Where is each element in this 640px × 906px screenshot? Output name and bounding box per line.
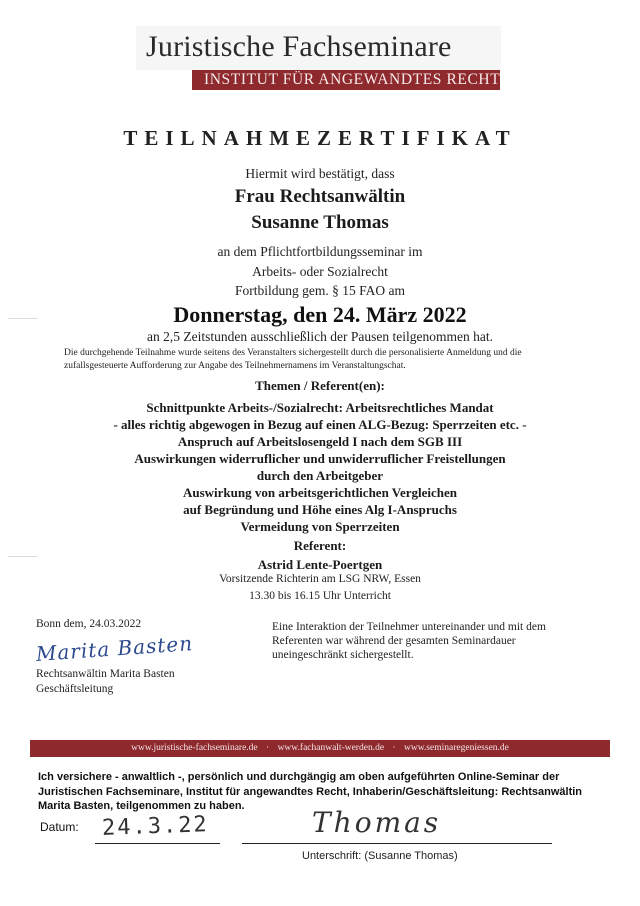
footer-link[interactable]: www.juristische-fachseminare.de	[131, 743, 258, 753]
topic-line: Schnittpunkte Arbeits-/Sozialrecht: Arbeitsrechtliches Mandat	[146, 400, 494, 415]
participant-signature: Thomas	[312, 806, 442, 839]
institute-name: INSTITUT FÜR ANGEWANDTES RECHT	[204, 71, 501, 88]
signature-line	[242, 843, 552, 844]
referent-heading: Referent:	[293, 538, 347, 553]
date-line	[95, 843, 220, 844]
edge-mark	[8, 318, 38, 319]
organizer-role: Geschäftsleitung	[36, 683, 114, 695]
topic-line: durch den Arbeitgeber	[256, 468, 384, 483]
seminar-line-2: Arbeits- oder Sozialrecht	[252, 264, 388, 279]
institute-band	[192, 70, 500, 90]
seminar-time: 13.30 bis 16.15 Uhr Unterricht	[249, 590, 391, 602]
topic-line: Anspruch auf Arbeitslosengeld I nach dem SGB III	[177, 434, 463, 449]
footer-link[interactable]: www.seminaregeniessen.de	[403, 743, 509, 753]
topic-line: auf Begründung und Höhe eines Alg I-Anspruchs	[183, 502, 457, 517]
topic-line: - alles richtig abgewogen in Bezug auf einen ALG-Bezug: Sperrzeiten etc. -	[113, 417, 527, 432]
topic-line: Auswirkung von arbeitsgerichtlichen Vergleichen	[182, 485, 458, 500]
footer-separator: ·	[266, 743, 270, 753]
referent-role: Vorsitzende Richterin am LSG NRW, Essen	[219, 573, 421, 585]
participant-name: Susanne Thomas	[251, 212, 389, 233]
certificate-title: TEILNAHMEZERTIFIKAT	[123, 126, 517, 150]
topics-heading: Themen / Referent(en):	[255, 378, 385, 393]
signature-caption: Unterschrift: (Susanne Thomas)	[302, 850, 458, 862]
footer-separator: ·	[392, 743, 396, 753]
footer-link[interactable]: www.fachanwalt-werden.de	[277, 743, 385, 753]
confirm-intro: Hiermit wird bestätigt, dass	[245, 166, 395, 181]
referent-name: Astrid Lente-Poertgen	[257, 557, 383, 572]
seminar-line-1: an dem Pflichtfortbildungsseminar im	[217, 244, 423, 259]
letterhead	[136, 26, 501, 90]
topic-line: Vermeidung von Sperrzeiten	[240, 519, 400, 534]
seminar-line-3: Fortbildung gem. § 15 FAO am	[235, 283, 405, 298]
attendance-note: Die durchgehende Teilnahme wurde seitens des Veranstalters sichergestellt durch die personalisierte Anmeldung und die zufallsgesteuerte Aufforderung zur Angabe des Teilnehmernamens im Veranstaltungschat.	[64, 348, 522, 371]
edge-mark	[8, 556, 38, 557]
seminar-hours: an 2,5 Zeitstunden ausschließlich der Pausen teilgenommen hat.	[146, 329, 494, 344]
brand-name: Juristische Fachseminare	[146, 30, 452, 63]
participant-title: Frau Rechtsanwältin	[234, 186, 406, 207]
logo-banner	[136, 26, 501, 70]
place-date: Bonn dem, 24.03.2022	[36, 618, 142, 630]
handwritten-date: 24.3.22	[101, 812, 210, 841]
date-label: Datum:	[40, 820, 79, 834]
topic-line: Auswirkungen widerruflicher und unwiderruflicher Freistellungen	[134, 451, 506, 466]
interaction-note: Eine Interaktion der Teilnehmer untereinander und mit dem Referenten war während der gesamten Seminardauer uneingeschränkt sichergestellt.	[272, 621, 546, 661]
organizer-signature: Marita Basten	[35, 631, 194, 666]
footer-links	[30, 740, 610, 757]
organizer-name: Rechtsanwältin Marita Basten	[36, 668, 175, 680]
seminar-date: Donnerstag, den 24. März 2022	[173, 302, 467, 327]
affirmation-text: Ich versichere - anwaltlich -, persönlich und durchgängig am oben aufgeführten Online-Seminar der Juristischen Fachseminare, Institut für angewandtes Recht, Inhaberin/Geschäftsleitung: Rechtsanwältin Marita Basten, teilgenommen zu haben.	[38, 771, 583, 812]
